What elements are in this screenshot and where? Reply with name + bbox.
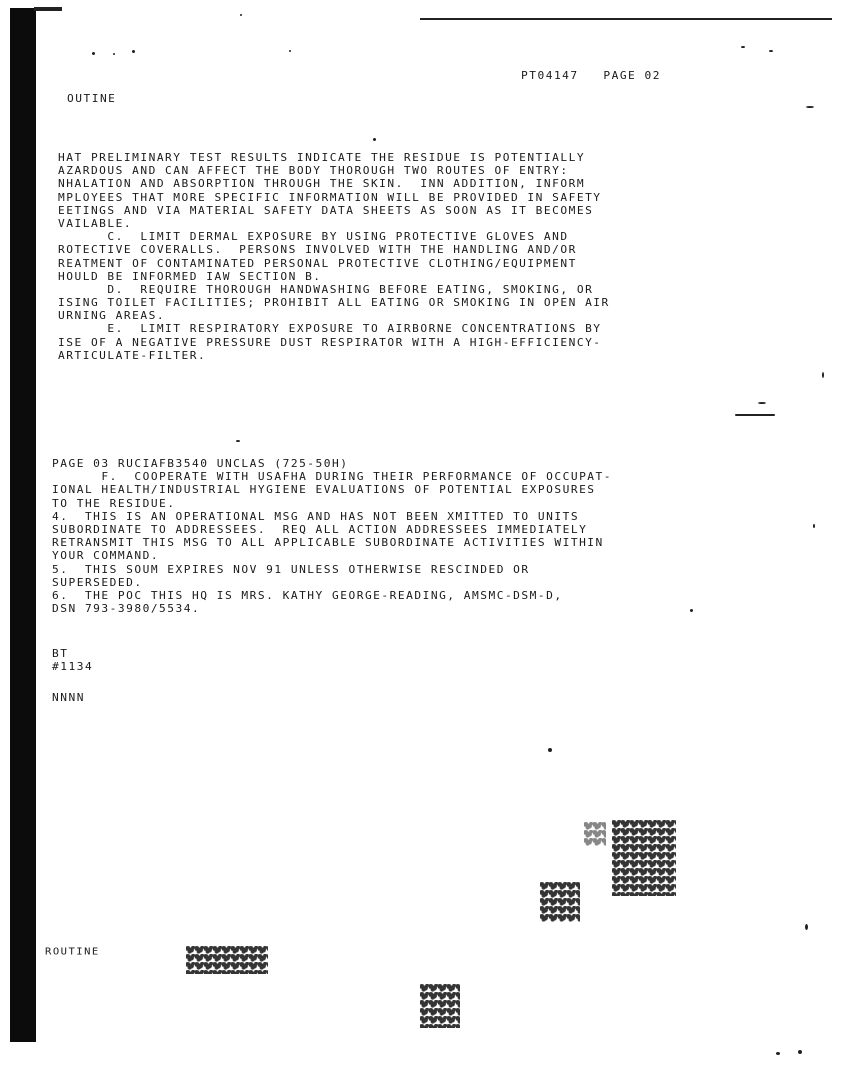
- scan-noise-cluster: [420, 984, 460, 1028]
- continuation-heading: OUTINE: [67, 93, 117, 105]
- scan-speck: [113, 53, 115, 55]
- body-line: C. LIMIT DERMAL EXPOSURE BY USING PROTECTIVE GLOVES AND: [58, 231, 569, 244]
- page3-line: PAGE 03 RUCIAFB3540 UNCLAS (725-50H): [52, 458, 349, 470]
- scan-top-rule: [420, 18, 832, 20]
- scan-speck: [289, 50, 291, 52]
- scan-speck: [548, 748, 552, 752]
- page3-line: 4. THIS IS AN OPERATIONAL MSG AND HAS NOT BEEN XMITTED TO UNITS: [52, 510, 580, 523]
- scan-speck: [813, 524, 815, 528]
- scan-speck: [769, 50, 773, 52]
- scan-speck: [690, 609, 693, 612]
- scan-speck: [805, 924, 808, 930]
- body-line: ISE OF A NEGATIVE PRESSURE DUST RESPIRATOR WITH A HIGH-EFFICIENCY-: [58, 336, 602, 349]
- scan-top-mark: [34, 7, 62, 11]
- scan-speck: [92, 52, 95, 55]
- scan-noise-cluster: [540, 882, 580, 922]
- scan-speck: [735, 414, 775, 416]
- scan-speck: [798, 1050, 802, 1054]
- page3-line: SUPERSEDED.: [52, 576, 143, 589]
- scan-speck: [822, 372, 824, 378]
- end-of-message: NNNN: [52, 692, 85, 704]
- body-line: EETINGS AND VIA MATERIAL SAFETY DATA SHEETS AS SOON AS IT BECOMES: [58, 204, 594, 217]
- page3-line: TO THE RESIDUE.: [52, 497, 176, 510]
- body-line: URNING AREAS.: [58, 310, 166, 323]
- page3-line: 5. THIS SOUM EXPIRES NOV 91 UNLESS OTHERWISE RESCINDED OR: [52, 563, 530, 576]
- page3-line: DSN 793-3980/5534.: [52, 603, 201, 616]
- body-line: REATMENT OF CONTAMINATED PERSONAL PROTECTIVE CLOTHING/EQUIPMENT: [58, 257, 577, 270]
- body-line: ISING TOILET FACILITIES; PROHIBIT ALL EATING OR SMOKING IN OPEN AIR: [58, 297, 610, 310]
- scan-speck: [236, 440, 240, 442]
- scan-noise-cluster: [186, 946, 268, 974]
- page3-line: RETRANSMIT THIS MSG TO ALL APPLICABLE SUBORDINATE ACTIVITIES WITHIN: [52, 537, 604, 550]
- message-body-page-3: [52, 458, 612, 616]
- page3-line: F. COOPERATE WITH USAFHA DURING THEIR PERFORMANCE OF OCCUPAT-: [52, 471, 613, 484]
- page-reference: PT04147 PAGE 02: [521, 70, 662, 82]
- body-line: HOULD BE INFORMED IAW SECTION B.: [58, 270, 322, 283]
- scan-speck: [240, 14, 242, 16]
- page3-line: 6. THE POC THIS HQ IS MRS. KATHY GEORGE-READING, AMSMC-DSM-D,: [52, 589, 563, 602]
- scan-speck: [806, 106, 814, 108]
- body-line: AZARDOUS AND CAN AFFECT THE BODY THOROUGH TWO ROUTES OF ENTRY:: [58, 165, 569, 178]
- precedence-footer: ROUTINE: [45, 946, 100, 958]
- scan-noise-cluster: [584, 822, 606, 846]
- body-line: E. LIMIT RESPIRATORY EXPOSURE TO AIRBORNE CONCENTRATIONS BY: [58, 323, 602, 336]
- scan-edge-bar: [10, 8, 36, 1042]
- body-line: D. REQUIRE THOROUGH HANDWASHING BEFORE EATING, SMOKING, OR: [58, 283, 594, 296]
- page3-line: IONAL HEALTH/INDUSTRIAL HYGIENE EVALUATIONS OF POTENTIAL EXPOSURES: [52, 484, 596, 497]
- scan-speck: [741, 46, 745, 48]
- message-number: #1134: [52, 661, 94, 673]
- scan-speck: [132, 50, 135, 53]
- body-line: HAT PRELIMINARY TEST RESULTS INDICATE THE RESIDUE IS POTENTIALLY: [58, 152, 586, 164]
- body-line: MPLOYEES THAT MORE SPECIFIC INFORMATION WILL BE PROVIDED IN SAFETY: [58, 191, 602, 204]
- scan-noise-cluster: [612, 820, 676, 896]
- page3-line: YOUR COMMAND.: [52, 550, 160, 563]
- scan-speck: [776, 1052, 780, 1055]
- scan-speck: [373, 138, 376, 141]
- message-body-page-2: [58, 152, 610, 363]
- page3-line: SUBORDINATE TO ADDRESSEES. REQ ALL ACTION ADDRESSEES IMMEDIATELY: [52, 523, 588, 536]
- body-line: ARTICULATE-FILTER.: [58, 349, 207, 362]
- body-line: NHALATION AND ABSORPTION THROUGH THE SKIN. INN ADDITION, INFORM: [58, 178, 586, 191]
- body-line: VAILABLE.: [58, 217, 133, 230]
- break-marker: BT: [52, 648, 69, 660]
- scan-speck: [758, 402, 766, 404]
- body-line: ROTECTIVE COVERALLS. PERSONS INVOLVED WITH THE HANDLING AND/OR: [58, 244, 577, 257]
